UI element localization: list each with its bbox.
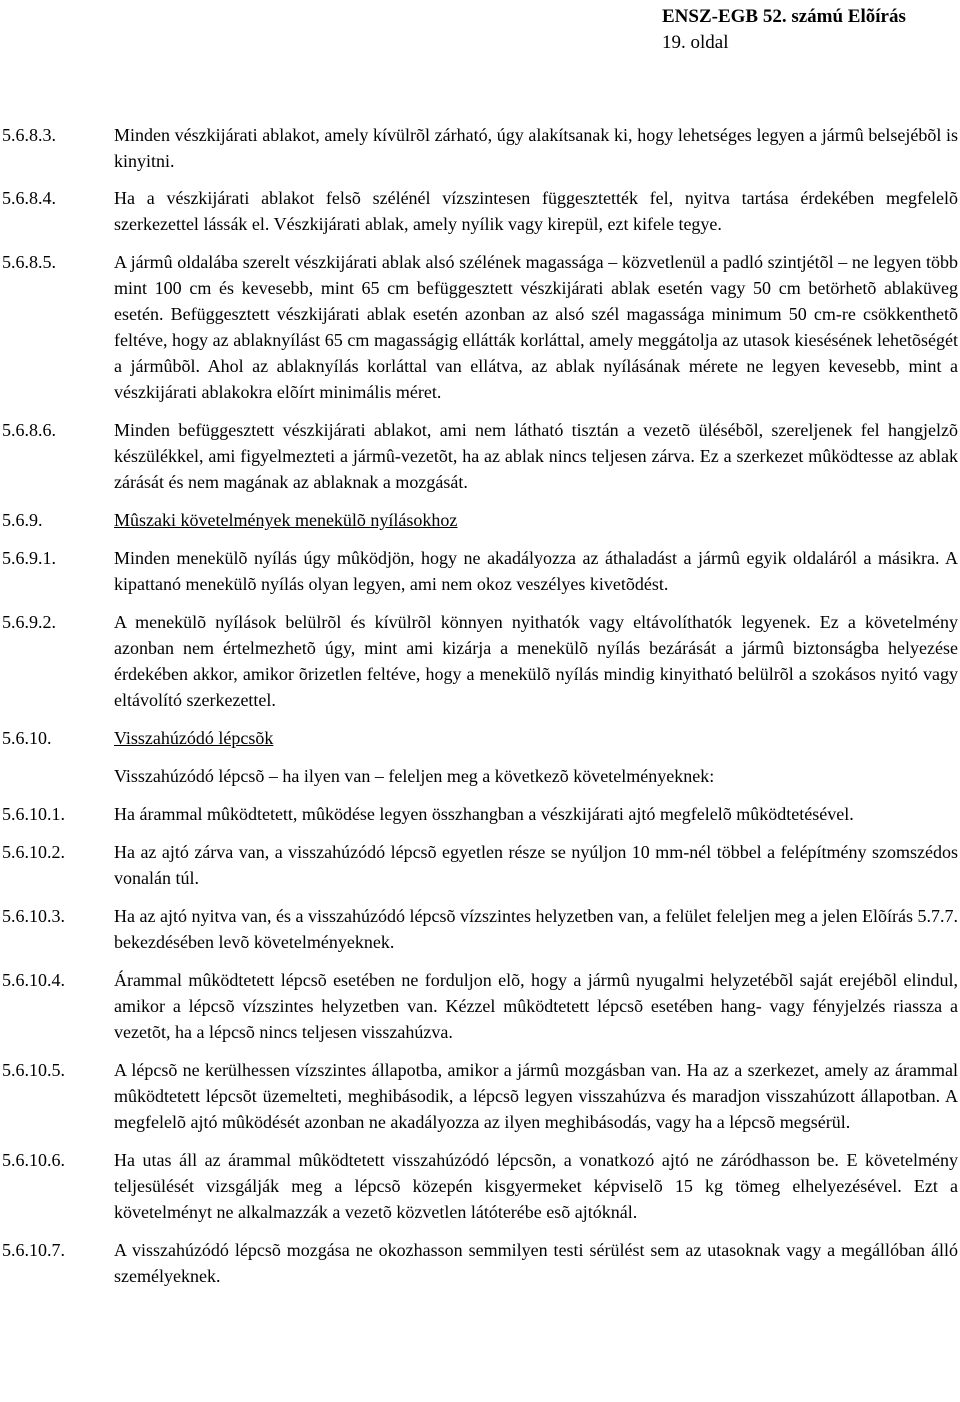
paragraph-5-6-10-1 <box>2 801 958 827</box>
paragraph-number: 5.6.10.6. <box>2 1150 65 1170</box>
paragraph-intro-5-6-10 <box>2 763 958 789</box>
section-heading-5-6-10 <box>2 725 958 751</box>
paragraph-number: 5.6.8.4. <box>2 188 56 208</box>
paragraph-number: 5.6.10.5. <box>2 1060 65 1080</box>
paragraph-5-6-8-4 <box>2 185 958 237</box>
paragraph-text: A menekülõ nyílások belülrõl és kívülrõl könnyen nyithatók vagy eltávolíthatók legyenek. Ez a követelmény azonban nem értelmezhetõ úgy, mint ami kizárja a menekülõ nyílás bezárását a jármû biztonságba helyezése érdekében akkor, amikor õrizetlen feltéve, hogy a menekülõ nyílás mindig kinyitható belülrõl a szokásos nyitó vagy eltávolító szerkezettel. <box>114 612 958 710</box>
paragraph-number: 5.6.8.3. <box>2 125 56 145</box>
section-number: 5.6.10. <box>2 728 52 748</box>
paragraph-text: Árammal mûködtetett lépcsõ esetében ne forduljon elõ, hogy a jármû nyugalmi helyzetébõl saját erejébõl elindul, amikor a lépcsõ vízszintes helyzetben van. Kézzel mûködtetett lépcsõ esetében hang- vagy fényjelzés riassza a vezetõt, ha a lépcsõ nincs teljesen visszahúzva. <box>114 970 958 1042</box>
page-number: 19. oldal <box>662 32 729 53</box>
paragraph-number: 5.6.8.5. <box>2 252 56 272</box>
paragraph-number: 5.6.10.3. <box>2 906 65 926</box>
paragraph-5-6-10-4 <box>2 967 958 1045</box>
paragraph-text: Ha árammal mûködtetett, mûködése legyen összhangban a vészkijárati ajtó megfelelõ mûködtetésével. <box>114 804 854 824</box>
paragraph-5-6-10-3 <box>2 903 958 955</box>
paragraph-text: A lépcsõ ne kerülhessen vízszintes állapotba, amikor a jármû mozgásban van. Ha az a szerkezet, amely az árammal mûködtetett lépcsõt üzemelteti, meghibásodik, a lépcsõ legyen visszahúzva és maradjon visszahúzott állapotban. A megfelelõ ajtó mûködését azonban ne akadályozza az ilyen meghibásodás, vagy ha a lépcsõ megsérül. <box>114 1060 958 1132</box>
paragraph-5-6-8-5 <box>2 249 958 405</box>
paragraph-5-6-9-2 <box>2 609 958 713</box>
paragraph-5-6-10-5 <box>2 1057 958 1135</box>
paragraph-text: Minden befüggesztett vészkijárati ablakot, ami nem látható tisztán a vezetõ ülésébõl, szereljenek fel hangjelzõ készülékkel, ami figyelmezteti a jármû-vezetõt, ha az ablak nincs teljesen zárva. Ez a szerkezet mûködtesse az ablak zárását és nem magának az ablaknak a mozgását. <box>114 420 958 492</box>
paragraph-5-6-10-6 <box>2 1147 958 1225</box>
section-number: 5.6.9. <box>2 510 43 530</box>
paragraph-text: A visszahúzódó lépcsõ mozgása ne okozhasson semmilyen testi sérülést sem az utasoknak vagy a megállóban álló személyeknek. <box>114 1240 958 1286</box>
paragraph-text: Minden vészkijárati ablakot, amely kívülrõl zárható, úgy alakítsanak ki, hogy lehetséges legyen a jármû belsejébõl is kinyitni. <box>114 125 958 171</box>
paragraph-text: Visszahúzódó lépcsõ – ha ilyen van – feleljen meg a következõ követelményeknek: <box>114 766 715 786</box>
paragraph-text: A jármû oldalába szerelt vészkijárati ablak alsó szélének magassága – közvetlenül a padló szintjétõl – ne legyen több mint 100 cm és kevesebb, mint 65 cm befüggesztett vészkijárati ablak esetén vagy 50 cm betörhetõ ablaküveg esetén. Befüggesztett vészkijárati ablak esetén azonban az alsó szél magassága minimum 50 cm-re csökkenthetõ feltéve, hogy az ablaknyílást 65 cm magasságig ellátták korláttal, amely meggátolja az utasok kiesésének lehetõségét a jármûbõl. Ahol az ablaknyílás korláttal van ellátva, az ablak nyílásának mérete ne legyen kevesebb, mint a vészkijárati ablakokra elõírt minimális méret. <box>114 252 958 402</box>
paragraph-text: Ha a vészkijárati ablakot felsõ szélénél vízszintesen függesztették fel, nyitva tartása érdekében megfelelõ szerkezettel lássák el. Vészkijárati ablak, amely nyílik vagy kirepül, ezt kifele tegye. <box>114 188 958 234</box>
paragraph-number: 5.6.10.4. <box>2 970 65 990</box>
section-heading: Mûszaki követelmények menekülõ nyílásokhoz <box>114 510 458 530</box>
paragraph-text: Ha az ajtó nyitva van, és a visszahúzódó lépcsõ vízszintes helyzetben van, a felület feleljen meg a jelen Elõírás 5.7.7. bekezdésében levõ követelményeknek. <box>114 906 958 952</box>
paragraph-5-6-8-3 <box>2 122 958 174</box>
paragraph-number: 5.6.10.2. <box>2 842 65 862</box>
paragraph-5-6-10-7 <box>2 1237 958 1289</box>
document-title: ENSZ-EGB 52. számú Elõírás <box>662 6 906 27</box>
paragraph-number: 5.6.9.1. <box>2 548 56 568</box>
paragraph-number: 5.6.8.6. <box>2 420 56 440</box>
section-heading-5-6-9 <box>2 507 958 533</box>
section-heading: Visszahúzódó lépcsõk <box>114 728 274 748</box>
page-header <box>662 4 942 56</box>
paragraph-number: 5.6.10.1. <box>2 804 65 824</box>
paragraph-number: 5.6.10.7. <box>2 1240 65 1260</box>
paragraph-5-6-9-1 <box>2 545 958 597</box>
paragraph-5-6-10-2 <box>2 839 958 891</box>
paragraph-text: Minden menekülõ nyílás úgy mûködjön, hogy ne akadályozza az áthaladást a jármû egyik oldaláról a másikra. A kipattanó menekülõ nyílás olyan legyen, ami nem okoz veszélyes kivetõdést. <box>114 548 958 594</box>
paragraph-number: 5.6.9.2. <box>2 612 56 632</box>
paragraph-text: Ha az ajtó zárva van, a visszahúzódó lépcsõ egyetlen része se nyúljon 10 mm-nél többel a felépítmény szomszédos vonalán túl. <box>114 842 958 888</box>
paragraph-text: Ha utas áll az árammal mûködtetett visszahúzódó lépcsõn, a vonatkozó ajtó ne záródhasson be. E követelmény teljesülését vizsgálják meg a lépcsõ közepén kisgyermeket képviselõ 15 kg tömeg elhelyezésével. Ezt a követelményt ne alkalmazzák a vezetõ közvetlen látóterébe esõ ajtóknál. <box>114 1150 958 1222</box>
paragraph-5-6-8-6 <box>2 417 958 495</box>
section-list <box>2 122 958 1289</box>
